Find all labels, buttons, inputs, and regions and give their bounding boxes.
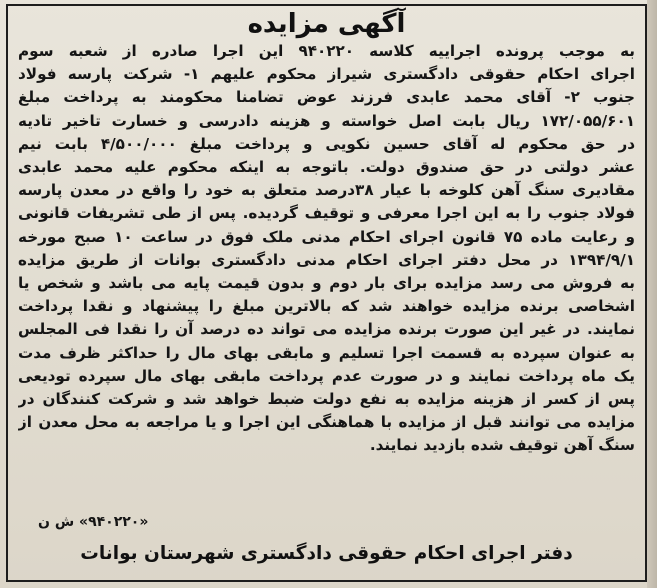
notice-line: عشر دولتی در حق صندوق دولت. باتوجه به اینکه محکوم علیه محمد عابدی <box>18 158 635 177</box>
notice-line: به عنوان سپرده به قسمت اجرا تسلیم و مابقی بهای مال را حداکثر ظرف مدت <box>18 343 635 362</box>
notice-line: نمایند. در غیر این صورت برنده مزایده می تواند ده درصد آن را نقدا فی المجلس <box>18 320 635 339</box>
notice-line: جنوب ۲- آقای محمد عابدی فرزند عوض تضامنا محکومند به پرداخت مبلغ <box>18 88 635 107</box>
notice-line: در حق محکوم له آقای حسین نکویی و پرداخت مبلغ ۴/۵۰۰/۰۰۰ بابت نیم <box>18 134 635 153</box>
notice-line: اجرای احکام حقوقی دادگستری شیراز محکوم علیهم ۱- شرکت پارسه فولاد <box>18 65 635 84</box>
notice-line: مزایده می توانند قبل از مزایده با هماهنگی این اجرا و یا مراجعه به محل معدن از <box>18 413 635 432</box>
notice-title: آگهی مزایده <box>247 9 406 39</box>
notice-line: اشخاصی برنده مزایده خواهند شد که بالاترین مبلغ را پیشنهاد و نقدا پرداخت <box>18 297 635 316</box>
notice-line: و رعایت ماده ۷۵ قانون اجرای احکام مدنی ملک فوق در ساعت ۱۰ صبح مورخه <box>18 227 635 246</box>
notice-line: فولاد جنوب را به این اجرا معرفی و توقیف گردیده. پس از طی تشریفات قانونی <box>18 204 635 223</box>
notice-line: یک ماه پرداخت نمایند و در صورت عدم پرداخت مابقی بهای مال سپرده تودیعی <box>18 366 635 385</box>
notice-line: سنگ آهن توقیف شده بازدید نمایند. <box>369 436 635 455</box>
notice-line: به موجب پرونده اجراییه کلاسه ۹۴۰۲۲۰ این اجرا صادره از شعبه سوم <box>18 42 635 60</box>
notice-body <box>18 40 635 458</box>
notice-line: ۱۷۲/۰۵۵/۶۰۱ ریال بابت اصل خواسته و هزینه دادرسی و خسارت تاخیر تادیه <box>18 111 635 130</box>
page-edge <box>647 0 657 588</box>
notice-line: به فروش می رسد مزایده برای بار دوم و بدون قیمت پایه می باشد و شخص یا <box>18 274 635 293</box>
notice-line: مقادیری سنگ آهن کلوخه با عیار ۳۸درصد متعلق به خود را واقع در معدن پارسه <box>18 181 635 200</box>
issuer-footer: دفتر اجرای احکام حقوقی دادگستری شهرستان بوانات <box>80 543 573 564</box>
notice-line: ۱۳۹۴/۹/۱ در محل دفتر اجرای احکام مدنی دادگستری بوانات از طریق مزایده <box>18 250 635 269</box>
notice-line: پس از کسر از هزینه مزایده به نفع دولت ضبط خواهد شد و شرکت کنندگان در <box>18 390 635 409</box>
reference-code: «۹۴۰۲۲۰» ش ن <box>38 514 149 530</box>
notice-frame <box>6 4 647 582</box>
